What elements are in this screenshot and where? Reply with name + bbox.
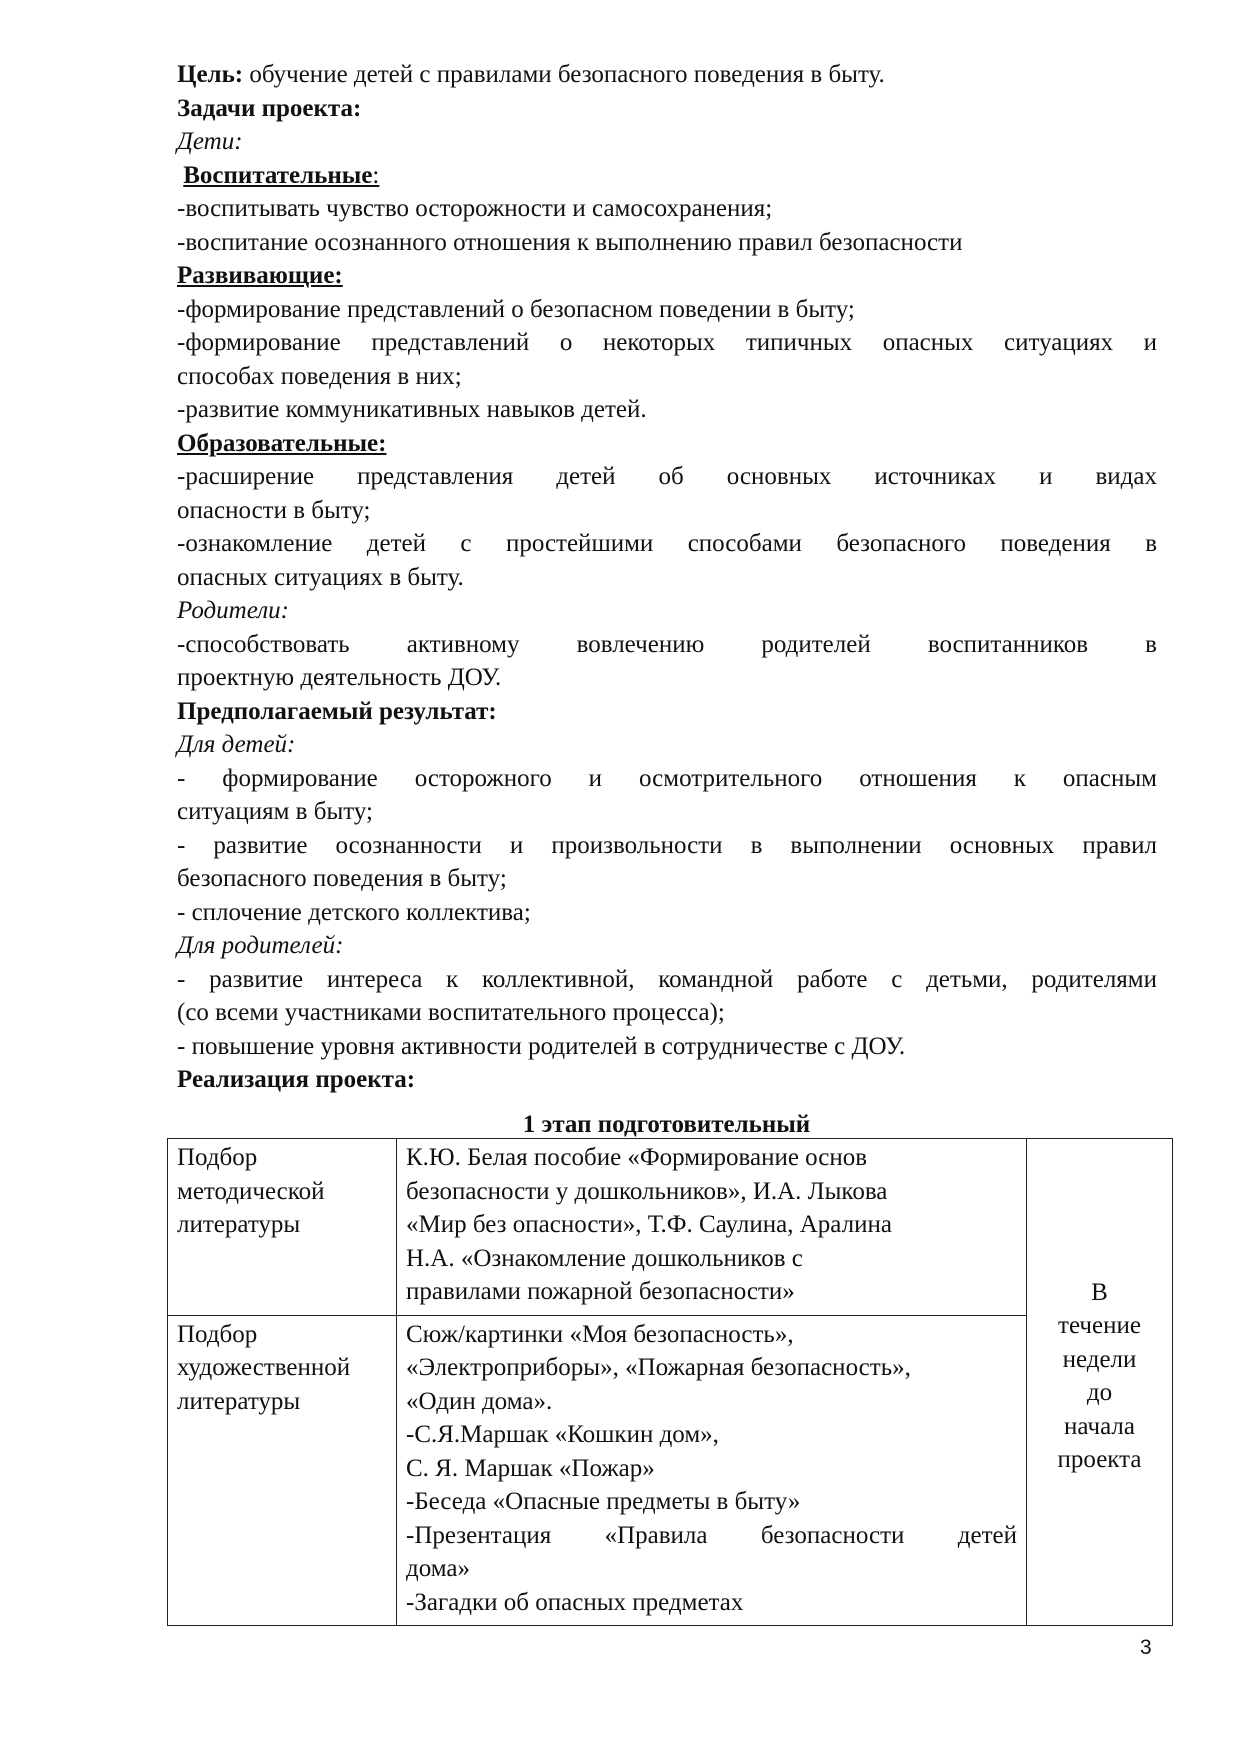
educational-item: -ознакомление детей с простейшими способами безопасного поведения в xyxy=(177,530,1157,557)
term-line: В xyxy=(1091,1278,1108,1306)
table-row xyxy=(168,1139,1173,1316)
expected-parents-item: (со всеми участниками воспитательного процесса); xyxy=(177,999,725,1026)
expected-children-item: ситуациям в быту; xyxy=(177,798,373,825)
developing-item: -развитие коммуникативных навыков детей. xyxy=(177,396,647,423)
row-name-cell xyxy=(168,1315,397,1626)
row-content-line: С. Я. Маршак «Пожар» xyxy=(406,1454,655,1482)
row-content-line: -Загадки об опасных предметах xyxy=(406,1588,744,1616)
upbringing-heading: Воспитательные xyxy=(183,161,373,189)
term-line: до xyxy=(1086,1379,1113,1406)
for-parents-label: Для родителей: xyxy=(177,932,344,959)
project-description xyxy=(177,58,1157,1097)
educational-item: опасных ситуациях в быту. xyxy=(177,563,464,591)
goal-label: Цель: xyxy=(177,61,244,88)
educational-heading: Образовательные: xyxy=(177,429,387,457)
developing-item: способах поведения в них; xyxy=(177,362,462,390)
row-content-cell xyxy=(397,1139,1027,1316)
parents-item: -способствовать активному вовлечению родителей воспитанников в xyxy=(177,630,1157,658)
row-name-line: Подбор xyxy=(177,1320,258,1348)
row-name-line: литературы xyxy=(177,1387,301,1415)
goal-text: обучение детей с правилами безопасного поведения в быту. xyxy=(243,61,885,88)
term-line: недели xyxy=(1062,1345,1137,1373)
expected-children-item: - формирование осторожного и осмотрительного отношения к опасным xyxy=(177,764,1157,792)
row-content-line: «Мир без опасности», Т.Ф. Саулина, Аралина xyxy=(406,1211,892,1238)
row-content-line: «Один дома». xyxy=(406,1387,553,1415)
upbringing-colon: : xyxy=(372,161,380,189)
developing-item: -формирование представлений о некоторых типичных опасных ситуациях и xyxy=(177,329,1157,356)
upbringing-item: -воспитывать чувство осторожности и самосохранения; xyxy=(177,195,773,222)
row-name-line: методической xyxy=(177,1177,325,1205)
stage-plan-table xyxy=(167,1138,1173,1626)
upbringing-item: -воспитание осознанного отношения к выполнению правил безопасности xyxy=(177,228,963,256)
goal-line xyxy=(177,58,1157,92)
expected-heading: Предполагаемый результат: xyxy=(177,697,497,725)
expected-parents-item: - развитие интереса к коллективной, командной работе с детьми, родителями xyxy=(177,965,1157,993)
term-cell xyxy=(1027,1139,1173,1626)
page-number: 3 xyxy=(1140,1636,1152,1659)
expected-children-item: - сплочение детского коллектива; xyxy=(177,898,531,926)
row-content-cell xyxy=(397,1315,1027,1626)
row-content-line: -С.Я.Маршак «Кошкин дом», xyxy=(406,1421,719,1448)
row-name-line: литературы xyxy=(177,1211,301,1238)
row-name-line: Подбор xyxy=(177,1144,258,1171)
for-children-label: Для детей: xyxy=(177,731,296,758)
row-content-line: -Презентация «Правила безопасности детей xyxy=(406,1521,1017,1549)
row-content-line: безопасности у дошкольников», И.А. Лыкова xyxy=(406,1177,888,1205)
row-name-cell xyxy=(168,1139,397,1316)
expected-children-item: безопасного поведения в быту; xyxy=(177,865,507,892)
implementation-heading: Реализация проекта: xyxy=(177,1066,416,1093)
children-label: Дети: xyxy=(177,128,243,155)
educational-item: опасности в быту; xyxy=(177,496,371,524)
stage-title: 1 этап подготовительный xyxy=(522,1111,811,1138)
row-content-line: Сюж/картинки «Моя безопасность», xyxy=(406,1320,794,1348)
upbringing-heading-line xyxy=(177,159,1157,193)
row-content-line: Н.А. «Ознакомление дошкольников с xyxy=(406,1244,803,1272)
term-line: течение xyxy=(1058,1312,1141,1339)
row-content-line: К.Ю. Белая пособие «Формирование основ xyxy=(406,1144,868,1171)
table-row xyxy=(168,1315,1173,1626)
tasks-heading: Задачи проекта: xyxy=(177,94,362,122)
expected-children-item: - развитие осознанности и произвольности в выполнении основных правил xyxy=(177,831,1157,859)
term-line: проекта xyxy=(1057,1446,1142,1473)
row-content-line: правилами пожарной безопасности» xyxy=(406,1278,795,1305)
educational-item: -расширение представления детей об основных источниках и видах xyxy=(177,463,1157,490)
row-content-line: дома» xyxy=(406,1555,470,1582)
row-name-line: художественной xyxy=(177,1354,351,1381)
row-content-line: «Электроприборы», «Пожарная безопасность», xyxy=(406,1354,911,1381)
developing-item: -формирование представлений о безопасном поведении в быту; xyxy=(177,295,855,323)
term-text xyxy=(1031,1276,1168,1477)
parents-item: проектную деятельность ДОУ. xyxy=(177,664,502,691)
term-line: начала xyxy=(1064,1412,1135,1440)
expected-parents-item: - повышение уровня активности родителей в сотрудничестве с ДОУ. xyxy=(177,1032,906,1060)
parents-label: Родители: xyxy=(177,597,289,624)
row-content-line: -Беседа «Опасные предметы в быту» xyxy=(406,1488,801,1515)
developing-heading: Развивающие: xyxy=(177,262,343,289)
